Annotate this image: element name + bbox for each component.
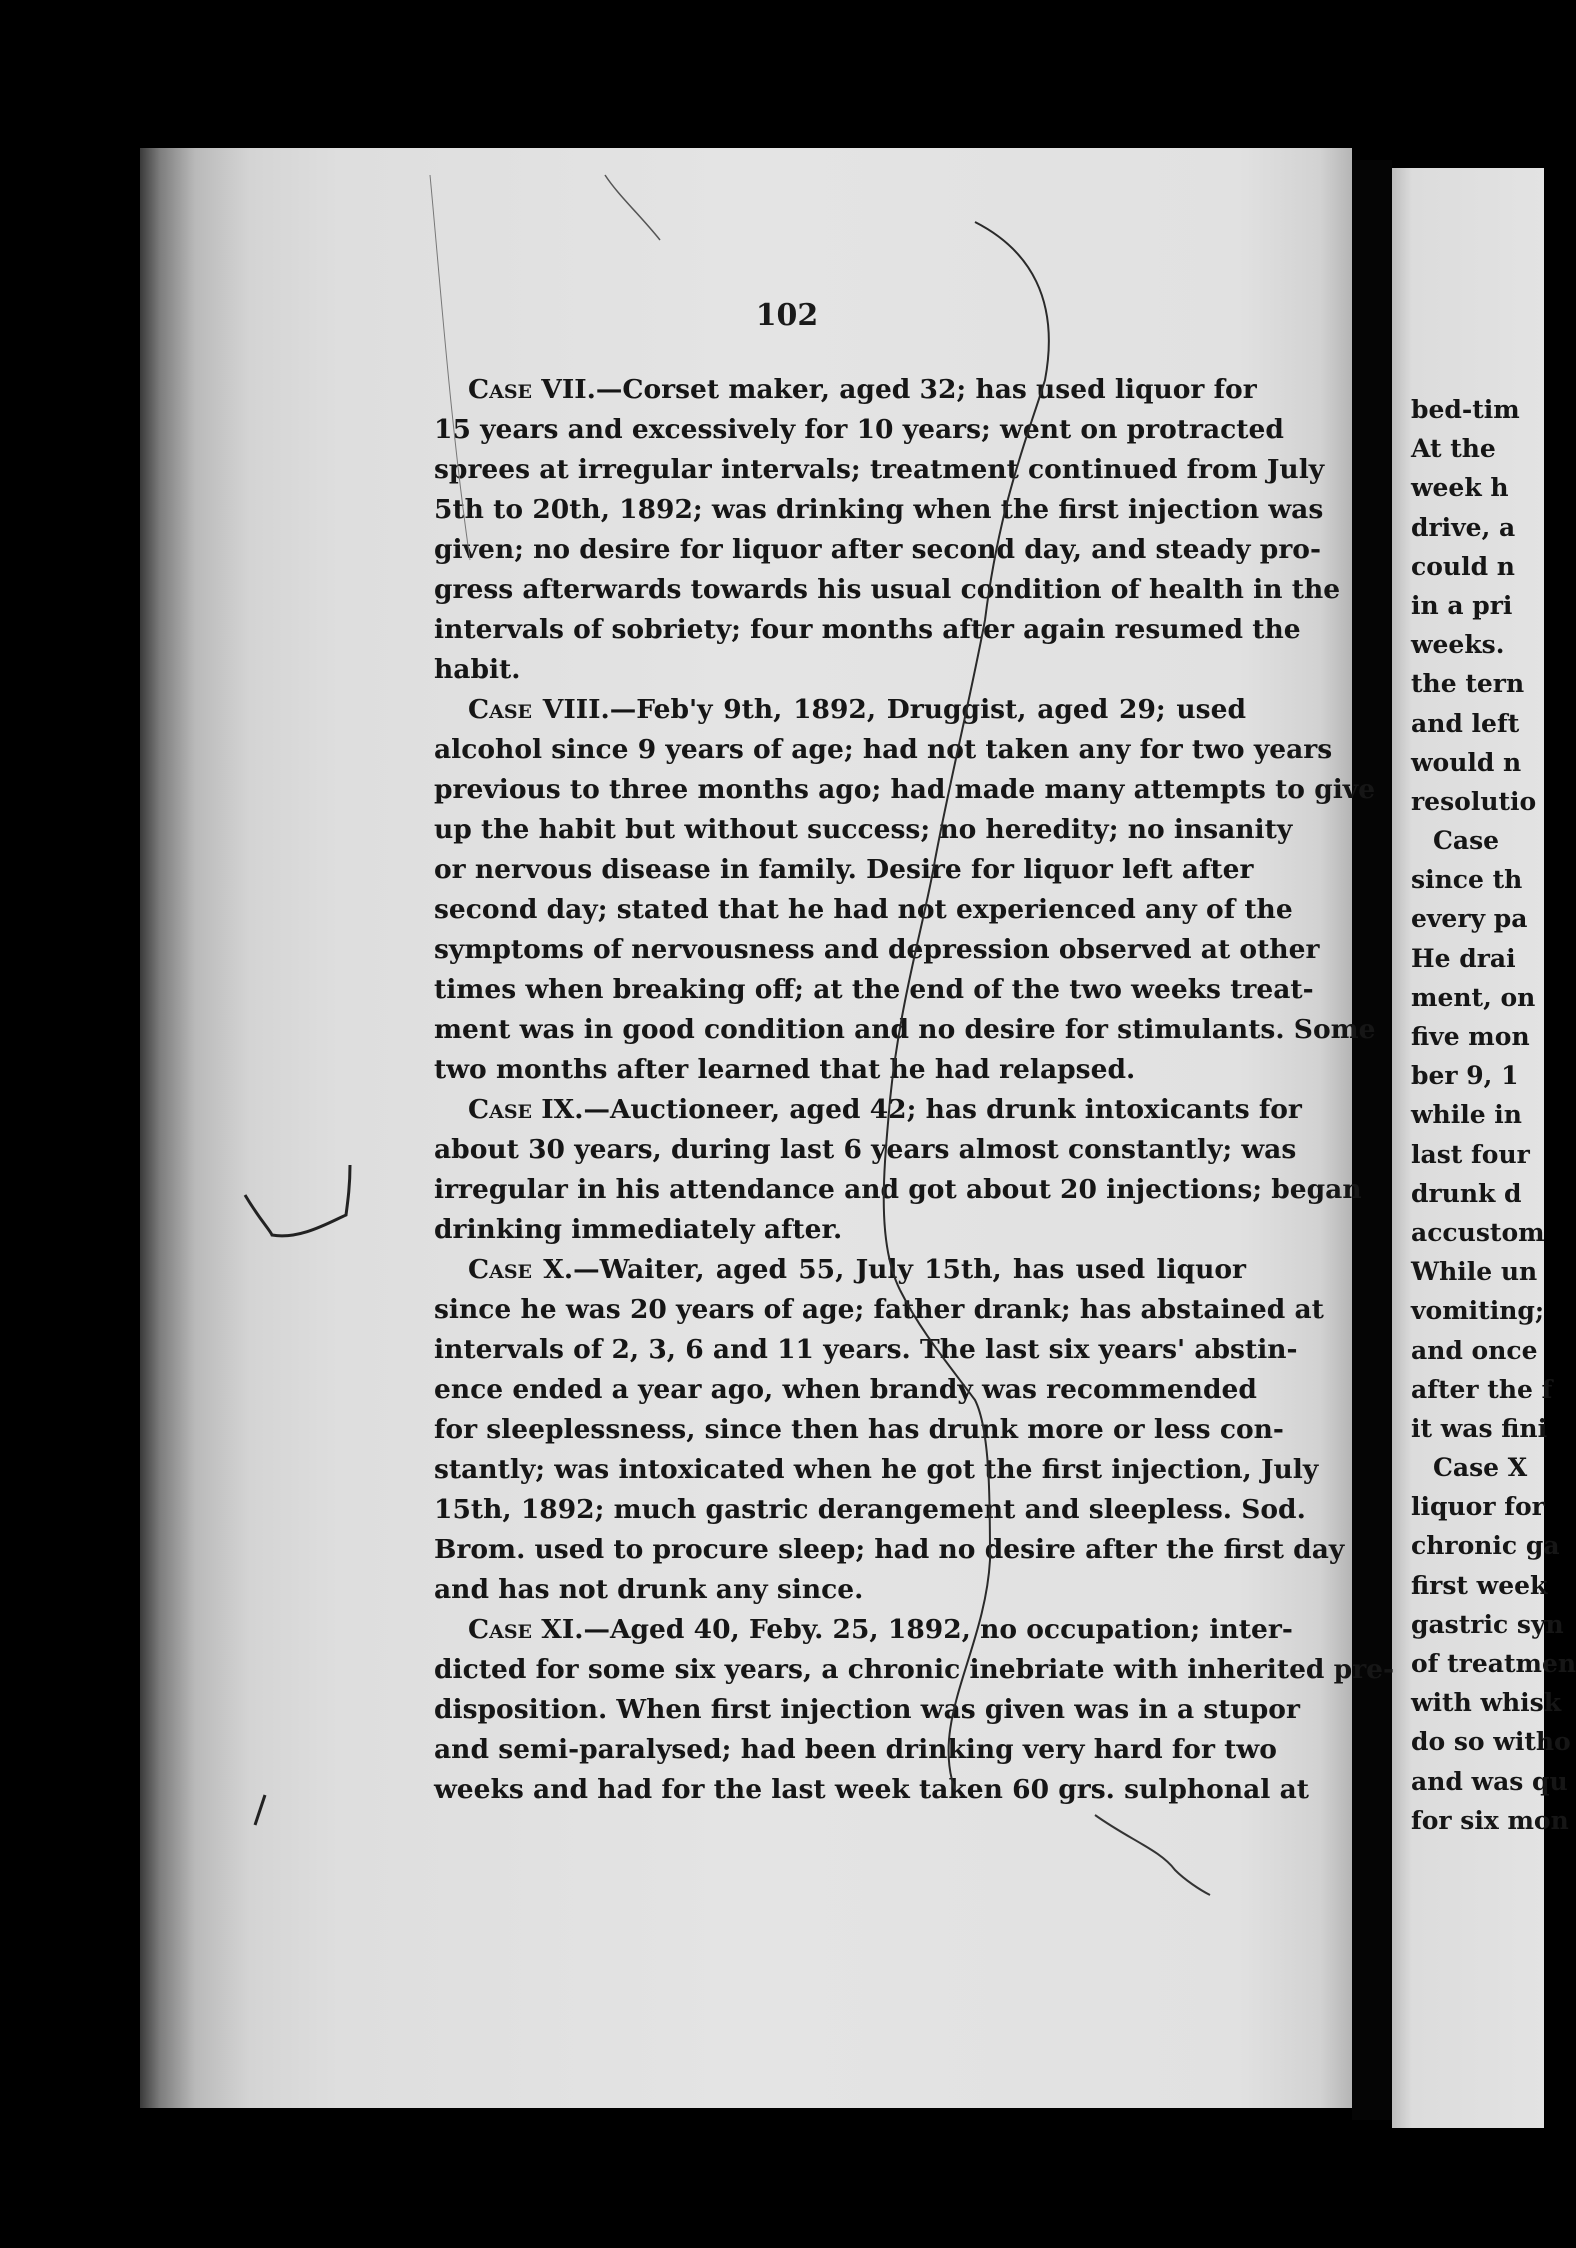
text-line-content: disposition. When first injection was given was in a stupor — [434, 1694, 1300, 1725]
right-text-line: with whisk — [1411, 1688, 1562, 1718]
text-line — [434, 1090, 1302, 1130]
right-text-line: He drai — [1411, 943, 1516, 973]
text-line-content: 5th to 20th, 1892; was drinking when the first injection was — [434, 494, 1324, 525]
right-text-line: At the — [1411, 434, 1496, 464]
right-text-line: first week — [1411, 1570, 1548, 1600]
right-text-line: ment, on — [1411, 982, 1536, 1012]
text-line-content: intervals of 2, 3, 6 and 11 years. The last six years' abstin- — [434, 1334, 1298, 1365]
text-line — [434, 890, 1293, 930]
right-text-line: and was qu — [1411, 1766, 1568, 1796]
right-text-line: five mon — [1411, 1022, 1530, 1051]
text-line-content: habit. — [434, 654, 521, 685]
text-line — [434, 450, 1325, 490]
text-line-content: previous to three months ago; had made many attempts to give — [434, 774, 1376, 805]
right-text-line: for six mon — [1411, 1805, 1569, 1835]
text-line-content: ment was in good condition and no desire for stimulants. Some — [434, 1014, 1376, 1045]
right-text-line: Case X — [1433, 1453, 1528, 1483]
text-line-content: gress afterwards towards his usual condition of health in the — [434, 574, 1341, 605]
text-line — [434, 1570, 1246, 1610]
text-line-content: second day; stated that he had not experienced any of the — [434, 894, 1293, 925]
text-line — [434, 1210, 1246, 1250]
text-line-content: Brom. used to procure sleep; had no desire after the first day — [434, 1534, 1345, 1565]
text-line — [434, 1690, 1300, 1730]
right-page-text-fragment — [1411, 390, 1576, 1840]
text-line — [434, 530, 1321, 570]
text-line — [434, 1490, 1306, 1530]
text-line — [434, 1730, 1277, 1770]
text-line — [434, 1330, 1298, 1370]
text-line — [434, 810, 1293, 850]
text-line-content: up the habit but without success; no heredity; no insanity — [434, 814, 1293, 845]
right-text-line: do so witho — [1411, 1727, 1571, 1757]
text-line — [434, 1010, 1376, 1050]
text-line — [434, 730, 1333, 770]
text-line-content: IX.—Auctioneer, aged 42; has drunk intoxicants for — [532, 1094, 1302, 1125]
text-line-content: intervals of sobriety; four months after again resumed the — [434, 614, 1301, 645]
case-heading-label: Case — [468, 374, 533, 405]
text-line-content: ence ended a year ago, when brandy was recommended — [434, 1374, 1257, 1405]
text-line-content: dicted for some six years, a chronic inebriate with inherited pre- — [434, 1654, 1395, 1685]
right-text-line: bed-tim — [1411, 395, 1520, 424]
text-line — [434, 490, 1324, 530]
text-line-content: weeks and had for the last week taken 60 grs. sulphonal at — [434, 1774, 1309, 1805]
right-text-line: drive, a — [1411, 512, 1516, 542]
text-line — [434, 1450, 1319, 1490]
text-line — [434, 1650, 1395, 1690]
right-text-line: gastric syn — [1411, 1609, 1564, 1639]
text-line-content: given; no desire for liquor after second day, and steady pro- — [434, 534, 1321, 565]
right-text-line: accustom — [1411, 1217, 1545, 1247]
text-line — [434, 1530, 1345, 1570]
book-gutter — [1352, 160, 1392, 2120]
text-line-content: VIII.—Feb'y 9th, 1892, Druggist, aged 29; used — [532, 694, 1246, 725]
text-line — [434, 610, 1301, 650]
text-line — [434, 1290, 1324, 1330]
right-text-line: week h — [1411, 473, 1509, 503]
right-text-line: the tern — [1411, 669, 1525, 699]
text-line-content: and semi-paralysed; had been drinking very hard for two — [434, 1734, 1277, 1765]
text-line — [434, 690, 1246, 730]
right-text-line: While un — [1411, 1257, 1538, 1287]
right-text-line: vomiting; — [1411, 1296, 1545, 1326]
text-line — [434, 1410, 1284, 1450]
right-text-line: ber 9, 1 — [1411, 1061, 1519, 1091]
text-line — [434, 570, 1341, 610]
text-line — [434, 850, 1254, 890]
case-heading-label: Case — [468, 1254, 533, 1285]
case-heading-label: Case — [468, 1614, 533, 1645]
text-line — [434, 1130, 1297, 1170]
text-line — [434, 1370, 1257, 1410]
text-line — [434, 930, 1320, 970]
text-line — [434, 1050, 1246, 1090]
text-line-content: or nervous disease in family. Desire for liquor left after — [434, 854, 1254, 885]
text-line-content: XI.—Aged 40, Feby. 25, 1892, no occupation; inter- — [532, 1614, 1293, 1645]
text-line-content: stantly; was intoxicated when he got the first injection, July — [434, 1454, 1319, 1485]
text-line — [434, 1250, 1246, 1290]
text-line-content: times when breaking off; at the end of the two weeks treat- — [434, 974, 1314, 1005]
right-text-line: and left — [1411, 708, 1520, 738]
text-line-content: since he was 20 years of age; father drank; has abstained at — [434, 1294, 1324, 1325]
text-line-content: VII.—Corset maker, aged 32; has used liquor for — [532, 374, 1257, 405]
right-text-line: last four — [1411, 1139, 1530, 1169]
right-text-line: weeks. — [1411, 630, 1505, 660]
text-line — [434, 970, 1314, 1010]
text-line-content: two months after learned that he had relapsed. — [434, 1054, 1136, 1085]
text-line-content: for sleeplessness, since then has drunk more or less con- — [434, 1414, 1284, 1445]
right-text-line: Case — [1433, 826, 1500, 856]
right-text-line: after the f — [1411, 1374, 1553, 1404]
text-line-content: X.—Waiter, aged 55, July 15th, has used liquor — [532, 1254, 1246, 1285]
right-text-line: every pa — [1411, 904, 1528, 934]
right-text-line: while in — [1411, 1100, 1522, 1130]
right-text-line: it was fini — [1411, 1413, 1548, 1443]
text-line-content: and has not drunk any since. — [434, 1574, 864, 1605]
right-text-line: since th — [1411, 865, 1523, 895]
left-page-text — [434, 370, 1395, 1810]
text-line-content: sprees at irregular intervals; treatment continued from July — [434, 454, 1325, 485]
text-line — [434, 410, 1284, 450]
right-text-line: drunk d — [1411, 1178, 1522, 1208]
text-line-content: 15 years and excessively for 10 years; went on protracted — [434, 414, 1284, 445]
right-text-line: could n — [1411, 551, 1515, 581]
text-line — [434, 1610, 1293, 1650]
text-line — [434, 370, 1257, 410]
text-line-content: 15th, 1892; much gastric derangement and sleepless. Sod. — [434, 1494, 1306, 1525]
text-line — [434, 1170, 1362, 1210]
case-heading-label: Case — [468, 694, 533, 725]
text-line-content: symptoms of nervousness and depression observed at other — [434, 934, 1320, 965]
text-line — [434, 1770, 1309, 1810]
right-text-line: would n — [1411, 747, 1522, 777]
right-text-line: and once — [1411, 1335, 1538, 1365]
text-line-content: irregular in his attendance and got about 20 injections; began — [434, 1174, 1362, 1205]
right-text-line: in a pri — [1411, 590, 1513, 620]
text-line-content: alcohol since 9 years of age; had not taken any for two years — [434, 734, 1333, 765]
case-heading-label: Case — [468, 1094, 533, 1125]
right-text-line: liquor for — [1411, 1492, 1545, 1522]
text-line — [434, 770, 1376, 810]
text-line — [434, 650, 1246, 690]
right-text-line: of treatmen — [1411, 1649, 1576, 1678]
page-number: 102 — [755, 298, 819, 333]
right-text-line: chronic ga — [1411, 1531, 1560, 1561]
text-line-content: about 30 years, during last 6 years almost constantly; was — [434, 1134, 1297, 1165]
right-text-line: resolutio — [1411, 786, 1537, 816]
text-line-content: drinking immediately after. — [434, 1214, 843, 1245]
